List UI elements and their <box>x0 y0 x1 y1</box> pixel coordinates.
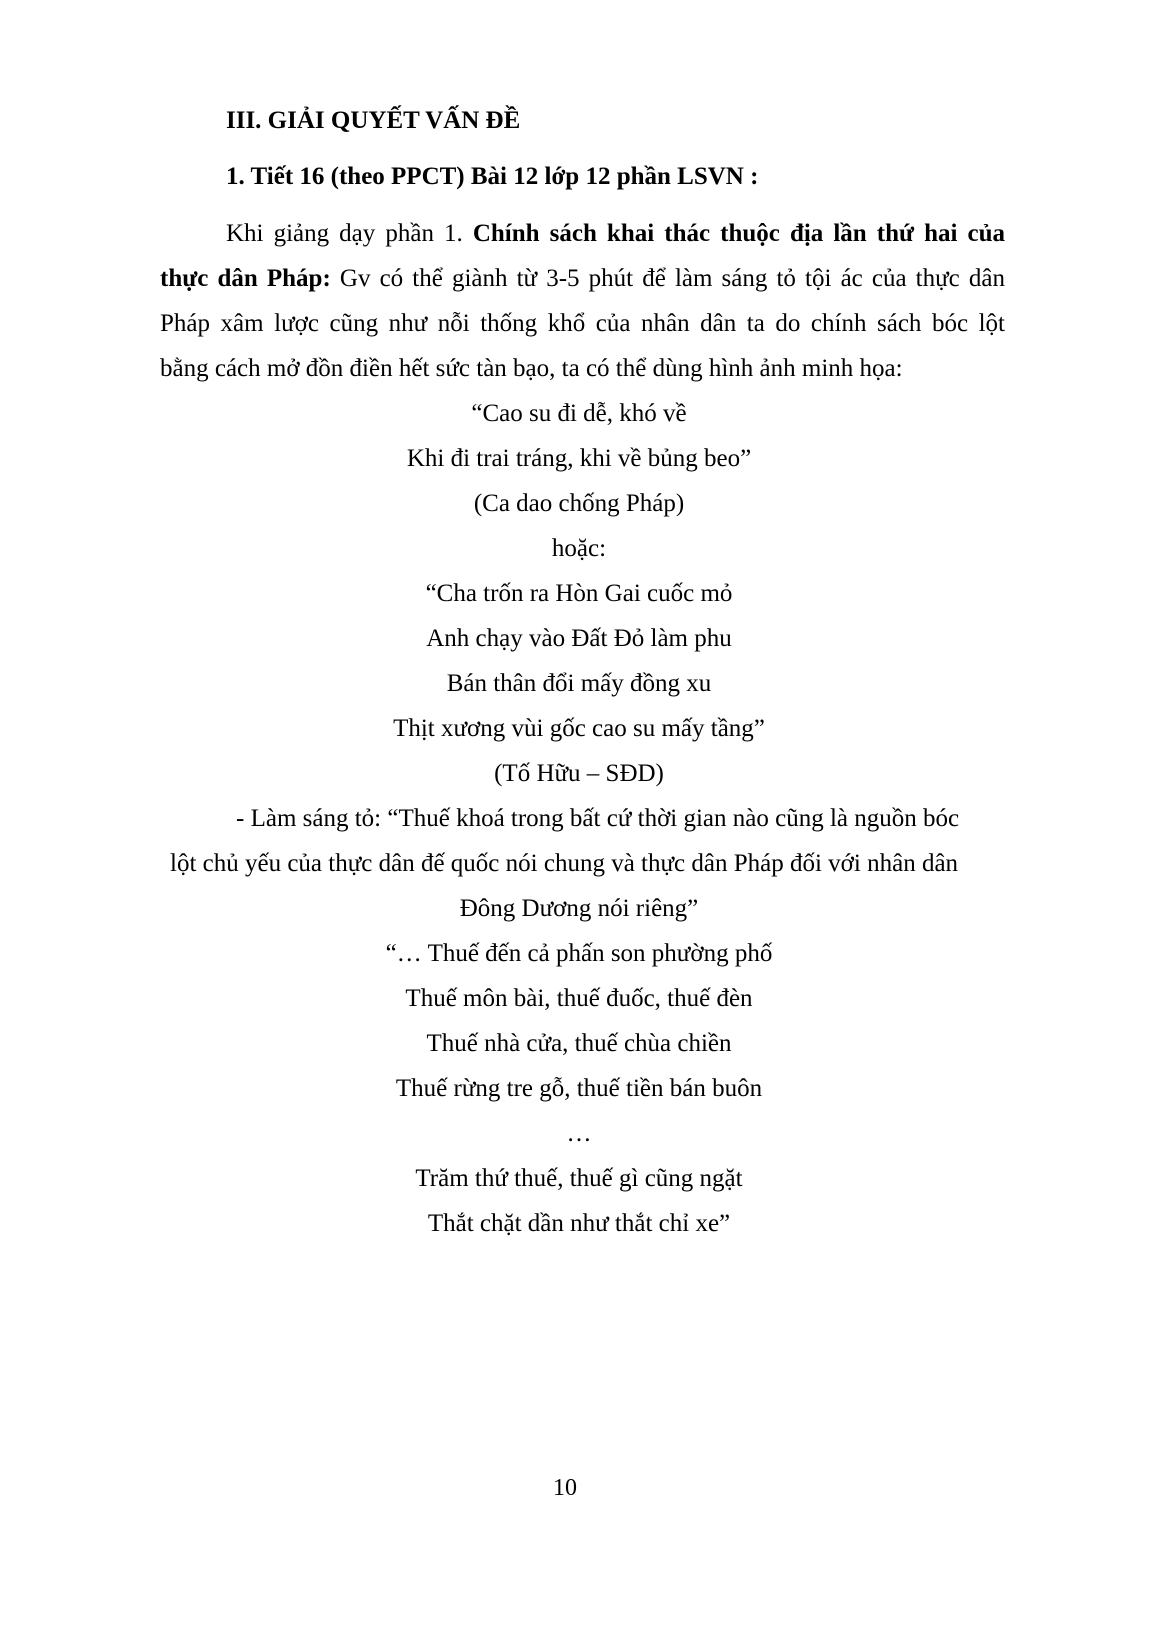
poem3-line-1: “… Thuế đến cả phấn son phường phố <box>385 940 773 967</box>
poem3-line-2: Thuế môn bài, thuế đuốc, thuế đèn <box>405 985 753 1012</box>
intro-line-2 <box>160 264 1005 294</box>
clarify-line-1: - Làm sáng tỏ: “Thuế khoá trong bất cứ thời gian nào cũng là nguồn bóc <box>236 805 960 832</box>
page-number: 10 <box>553 1475 577 1501</box>
intro-line-4: bằng cách mở đồn điền hết sức tàn bạo, ta có thể dùng hình ảnh minh họa: <box>160 355 903 382</box>
poem3-line-6: Thắt chặt dần như thắt chỉ xe” <box>427 1210 731 1237</box>
poem3-line-4: Thuế rừng tre gỗ, thuế tiền bán buôn <box>395 1075 763 1102</box>
intro-line-2-text: Gv có thể giành từ 3-5 phút để làm sáng tỏ tội ác của thực dân <box>330 265 1005 292</box>
connector-text: hoặc: <box>551 535 607 562</box>
poem2-line-3: Bán thân đổi mấy đồng xu <box>446 670 712 697</box>
poem2-source: (Tố Hữu – SĐD) <box>494 760 664 787</box>
section-subheading: 1. Tiết 16 (theo PPCT) Bài 12 lớp 12 phần LSVN : <box>226 163 759 190</box>
poem2-line-1: “Cha trốn ra Hòn Gai cuốc mỏ <box>425 580 733 607</box>
intro-line-1-bold: Chính sách khai thác thuộc địa lần thứ hai của <box>472 220 1006 247</box>
poem1-source: (Ca dao chống Pháp) <box>473 490 685 517</box>
poem3-ellipsis: … <box>566 1120 592 1147</box>
intro-line-1-text: Khi giảng dạy phần 1. <box>226 220 473 247</box>
intro-line-2-bold: thực dân Pháp: <box>160 265 331 292</box>
intro-line-3: Pháp xâm lược cũng như nỗi thống khổ của nhân dân ta do chính sách bóc lột <box>160 310 1005 337</box>
poem1-line-1: “Cao su đi dễ, khó về <box>471 400 687 427</box>
poem1-line-2: Khi đi trai tráng, khi về bủng beo” <box>406 445 752 472</box>
poem3-line-5: Trăm thứ thuế, thuế gì cũng ngặt <box>415 1165 743 1192</box>
clarify-line-3: Đông Dương nói riêng” <box>459 895 699 922</box>
section-heading: III. GIẢI QUYẾT VẤN ĐỀ <box>226 107 521 134</box>
poem3-line-3: Thuế nhà cửa, thuế chùa chiền <box>426 1030 732 1057</box>
intro-line-1 <box>226 219 1005 249</box>
poem2-line-4: Thịt xương vùi gốc cao su mấy tầng” <box>393 715 765 742</box>
clarify-line-2: lột chủ yếu của thực dân đế quốc nói chung và thực dân Pháp đối với nhân dân <box>170 850 959 877</box>
poem2-line-2: Anh chạy vào Đất Đỏ làm phu <box>426 625 732 652</box>
